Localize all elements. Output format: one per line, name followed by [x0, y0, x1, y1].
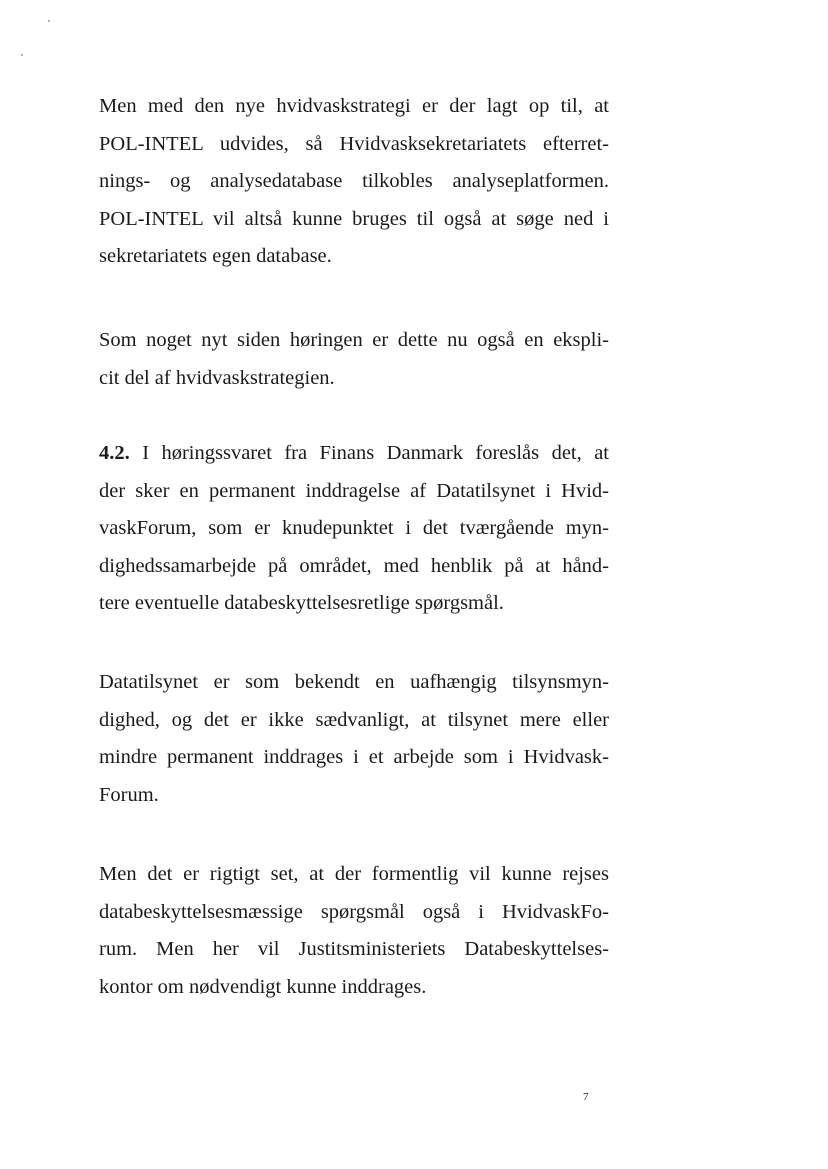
- text-line: POL-INTEL udvides, så Hvidvasksekretariatets efterret-: [99, 132, 609, 155]
- text-line: vaskForum, som er knudepunktet i det tværgående myn-: [99, 517, 609, 539]
- text-line: tere eventuelle databeskyttelsesretlige spørgsmål.: [99, 592, 504, 614]
- text-line: dighedssamarbejde på området, med henblik på at hånd-: [99, 554, 609, 577]
- text-line: POL-INTEL vil altså kunne bruges til også at søge ned i: [99, 207, 609, 230]
- text-line: rum. Men her vil Justitsministeriets Databeskyttelses-: [99, 938, 609, 960]
- text-line: der sker en permanent inddragelse af Datatilsynet i Hvid-: [99, 479, 609, 502]
- text-line: Datatilsynet er som bekendt en uafhængig tilsynsmyn-: [99, 671, 609, 693]
- paragraph-justitsministeriet: [99, 856, 609, 1006]
- paragraph-datatilsynet: [99, 664, 609, 814]
- text-line: Men med den nye hvidvaskstrategi er der lagt op til, at: [99, 95, 609, 117]
- text-line: sekretariatets egen database.: [99, 245, 332, 267]
- section-number: 4.2.: [99, 442, 130, 464]
- text-line: Men det er rigtigt set, at der formentlig vil kunne rejses: [99, 863, 609, 885]
- paragraph-pol-intel: [99, 88, 609, 276]
- text-line: [99, 435, 609, 473]
- scan-speck: [48, 20, 50, 22]
- paragraph-hoering-note: [99, 322, 609, 397]
- text-line: Forum.: [99, 783, 159, 806]
- scan-speck: [21, 54, 23, 56]
- text-line: nings- og analysedatabase tilkobles analyseplatformen.: [99, 170, 609, 192]
- text-line: kontor om nødvendigt kunne inddrages.: [99, 975, 427, 998]
- page-number: 7: [583, 1091, 589, 1103]
- text-line: cit del af hvidvaskstrategien.: [99, 366, 335, 389]
- text-line: dighed, og det er ikke sædvanligt, at tilsynet mere eller: [99, 708, 609, 731]
- text-line: databeskyttelsesmæssige spørgsmål også i HvidvaskFo-: [99, 900, 609, 923]
- text-fragment: I høringssvaret fra Finans Danmark foreslås det, at: [129, 442, 609, 464]
- text-line: Som noget nyt siden høringen er dette nu også en ekspli-: [99, 329, 609, 351]
- text-line: mindre permanent inddrages i et arbejde som i Hvidvask-: [99, 746, 609, 768]
- paragraph-section-4-2: [99, 435, 609, 623]
